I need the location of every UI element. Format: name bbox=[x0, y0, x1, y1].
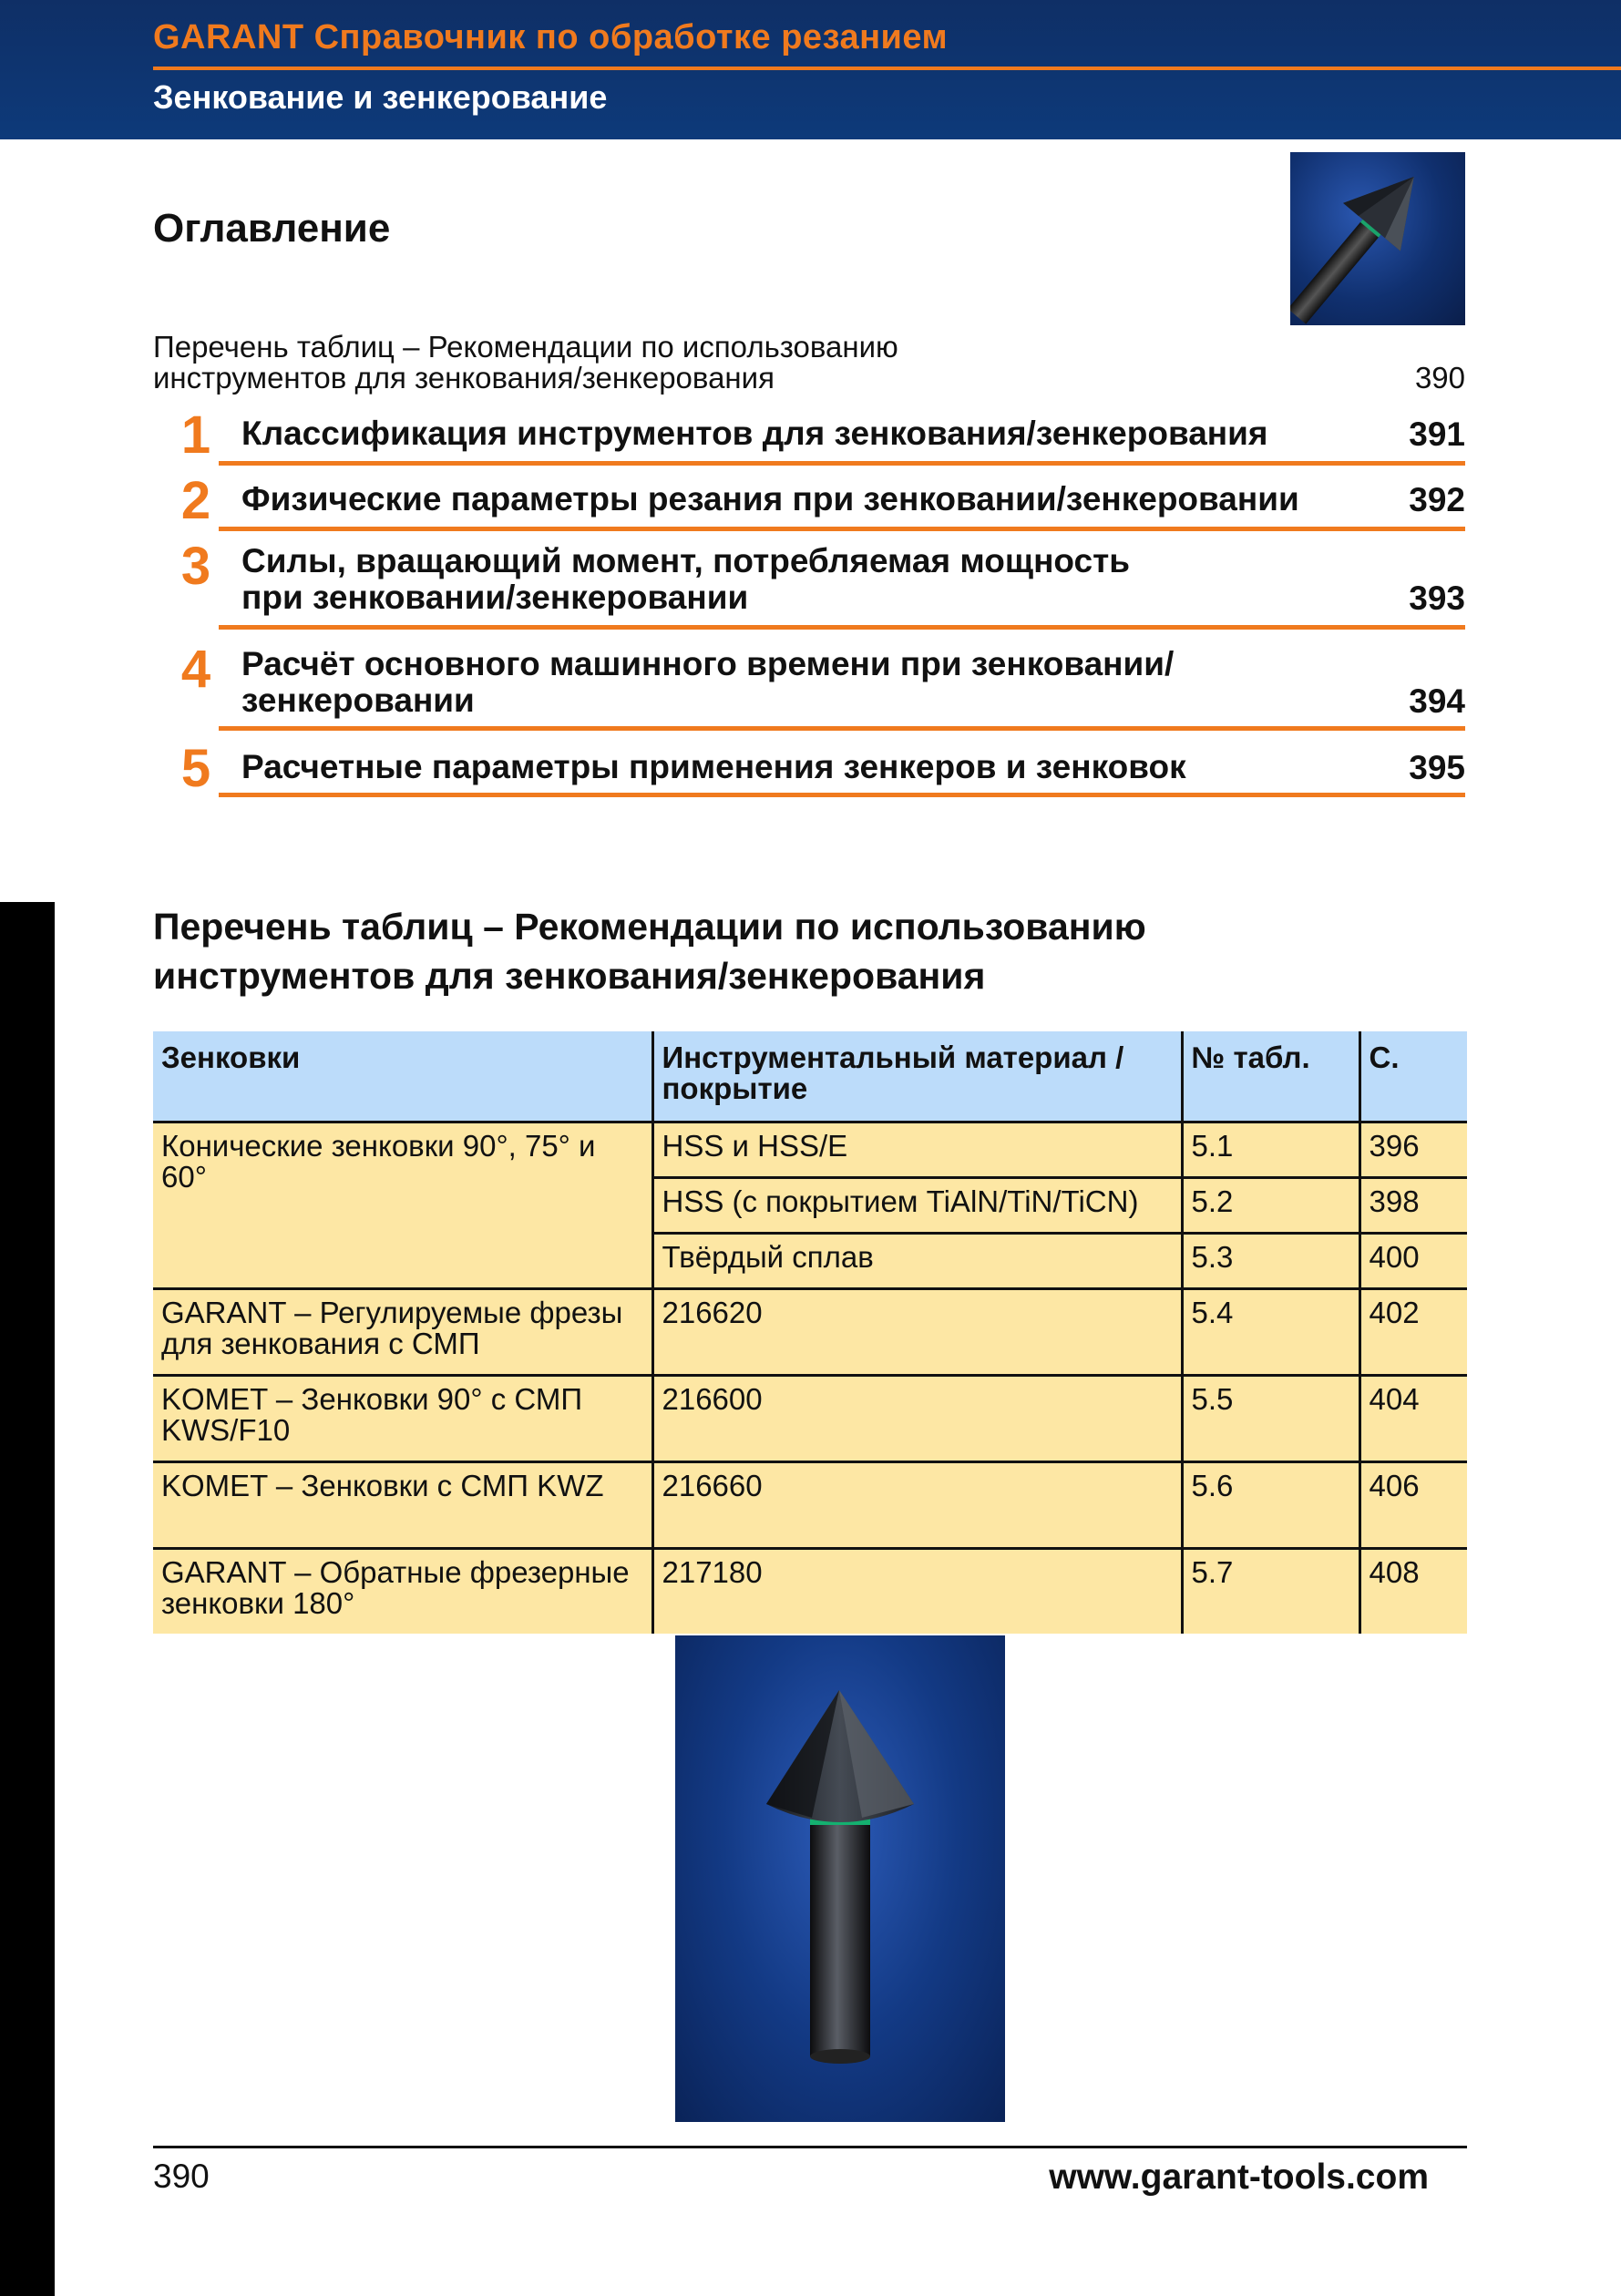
toc-item-page: 393 bbox=[1409, 579, 1465, 617]
page-header bbox=[0, 0, 1621, 139]
cell-tool-name: KOMET – Зенковки 90° с СМП KWS/F10 bbox=[153, 1376, 652, 1462]
table-row bbox=[153, 1289, 1467, 1376]
table-row bbox=[153, 1122, 1467, 1178]
table-row bbox=[153, 1376, 1467, 1462]
toc-item-number: 1 bbox=[180, 405, 211, 465]
cell-tool-name: GARANT – Обратные фрезерные зенковки 180° bbox=[153, 1549, 652, 1635]
cell-table-number[interactable]: 5.2 bbox=[1182, 1178, 1359, 1234]
header-rule bbox=[153, 67, 1621, 70]
toc-item-page: 395 bbox=[1409, 749, 1465, 786]
toc-item-underline bbox=[219, 461, 1465, 466]
toc-item-number: 3 bbox=[180, 537, 211, 596]
toc-item-page: 391 bbox=[1409, 415, 1465, 453]
cell-page[interactable]: 408 bbox=[1359, 1549, 1467, 1635]
section-title-line1: Перечень таблиц – Рекомендации по использованию bbox=[153, 906, 1146, 948]
cell-page[interactable]: 404 bbox=[1359, 1376, 1467, 1462]
toc-title: Оглавление bbox=[153, 206, 391, 251]
toc-item-text-line2: при зенковании/зенкеровании bbox=[241, 579, 749, 616]
cell-table-number[interactable]: 5.7 bbox=[1182, 1549, 1359, 1635]
column-header: С. bbox=[1359, 1031, 1467, 1122]
toc-intro-page: 390 bbox=[1414, 361, 1465, 395]
cell-material: HSS и HSS/E bbox=[652, 1122, 1182, 1178]
cell-page[interactable]: 400 bbox=[1359, 1234, 1467, 1289]
column-header: № табл. bbox=[1182, 1031, 1359, 1122]
toc-item-text-line1: Силы, вращающий момент, потребляемая мощность bbox=[241, 542, 1130, 579]
toc-item-underline bbox=[219, 726, 1465, 731]
website-link[interactable]: www.garant-tools.com bbox=[1049, 2158, 1429, 2197]
toc-item-text-line2: зенкеровании bbox=[241, 682, 475, 719]
toc-intro-line1: Перечень таблиц – Рекомендации по использованию bbox=[153, 330, 898, 364]
cell-material: 216620 bbox=[652, 1289, 1182, 1376]
section-title bbox=[153, 902, 1146, 1000]
toc-item-text: Классификация инструментов для зенкования/зенкерования bbox=[241, 415, 1268, 452]
toc-item-text: Физические параметры резания при зенковании/зенкеровании bbox=[241, 480, 1299, 518]
cell-material: 216660 bbox=[652, 1462, 1182, 1549]
cell-tool-name: GARANT – Регулируемые фрезы для зенкования с СМП bbox=[153, 1289, 652, 1376]
cell-tool-name: KOMET – Зенковки с СМП KWZ bbox=[153, 1462, 652, 1549]
toc-item-1[interactable] bbox=[173, 405, 1465, 466]
toc-item-3[interactable] bbox=[173, 537, 1465, 634]
toc-item-4[interactable] bbox=[173, 640, 1465, 737]
recommendations-table bbox=[153, 1031, 1467, 1634]
brand-title: GARANT Справочник по обработке резанием bbox=[153, 18, 949, 56]
cell-material: HSS (с покрытием TiAlN/TiN/TiCN) bbox=[652, 1178, 1182, 1234]
footer-rule bbox=[153, 2146, 1467, 2148]
column-header: Инструментальный материал / покрытие bbox=[652, 1031, 1182, 1122]
cell-page[interactable]: 402 bbox=[1359, 1289, 1467, 1376]
toc-item-text-line1: Расчёт основного машинного времени при зенковании/ bbox=[241, 645, 1175, 682]
table-row bbox=[153, 1462, 1467, 1549]
countersink-product-photo bbox=[675, 1635, 1005, 2122]
cell-table-number[interactable]: 5.1 bbox=[1182, 1122, 1359, 1178]
toc-item-2[interactable] bbox=[173, 471, 1465, 532]
cell-table-number[interactable]: 5.6 bbox=[1182, 1462, 1359, 1549]
cell-table-number[interactable]: 5.4 bbox=[1182, 1289, 1359, 1376]
toc-item-text: Расчетные параметры применения зенкеров и зенковок bbox=[241, 748, 1186, 785]
toc-item-underline bbox=[219, 793, 1465, 797]
page-number: 390 bbox=[153, 2158, 210, 2195]
cell-material: Твёрдый сплав bbox=[652, 1234, 1182, 1289]
toc-item-5[interactable] bbox=[173, 739, 1465, 800]
toc-item-number: 4 bbox=[180, 640, 211, 699]
toc-intro-line2: инструментов для зенкования/зенкерования bbox=[153, 361, 775, 395]
toc-item-page: 394 bbox=[1409, 682, 1465, 720]
cell-table-number[interactable]: 5.3 bbox=[1182, 1234, 1359, 1289]
section-title-line2: инструментов для зенкования/зенкерования bbox=[153, 955, 986, 997]
cell-page[interactable]: 406 bbox=[1359, 1462, 1467, 1549]
toc-intro[interactable] bbox=[153, 332, 1465, 394]
countersink-thumbnail-photo bbox=[1290, 152, 1465, 325]
toc-item-number: 5 bbox=[180, 739, 211, 798]
toc-item-underline bbox=[219, 527, 1465, 531]
column-header: Зенковки bbox=[153, 1031, 652, 1122]
cell-page[interactable]: 398 bbox=[1359, 1178, 1467, 1234]
table-header-row bbox=[153, 1031, 1467, 1122]
cell-table-number[interactable]: 5.5 bbox=[1182, 1376, 1359, 1462]
toc-item-underline bbox=[219, 625, 1465, 630]
cell-material: 217180 bbox=[652, 1549, 1182, 1635]
sidebar-bar bbox=[0, 902, 55, 2296]
cell-material: 216600 bbox=[652, 1376, 1182, 1462]
table-row bbox=[153, 1549, 1467, 1635]
cell-page[interactable]: 396 bbox=[1359, 1122, 1467, 1178]
chapter-subtitle: Зенкование и зенкерование bbox=[153, 78, 608, 116]
toc-item-page: 392 bbox=[1409, 481, 1465, 518]
toc-item-number: 2 bbox=[180, 471, 211, 530]
cell-tool-name: Конические зенковки 90°, 75° и 60° bbox=[153, 1122, 652, 1289]
